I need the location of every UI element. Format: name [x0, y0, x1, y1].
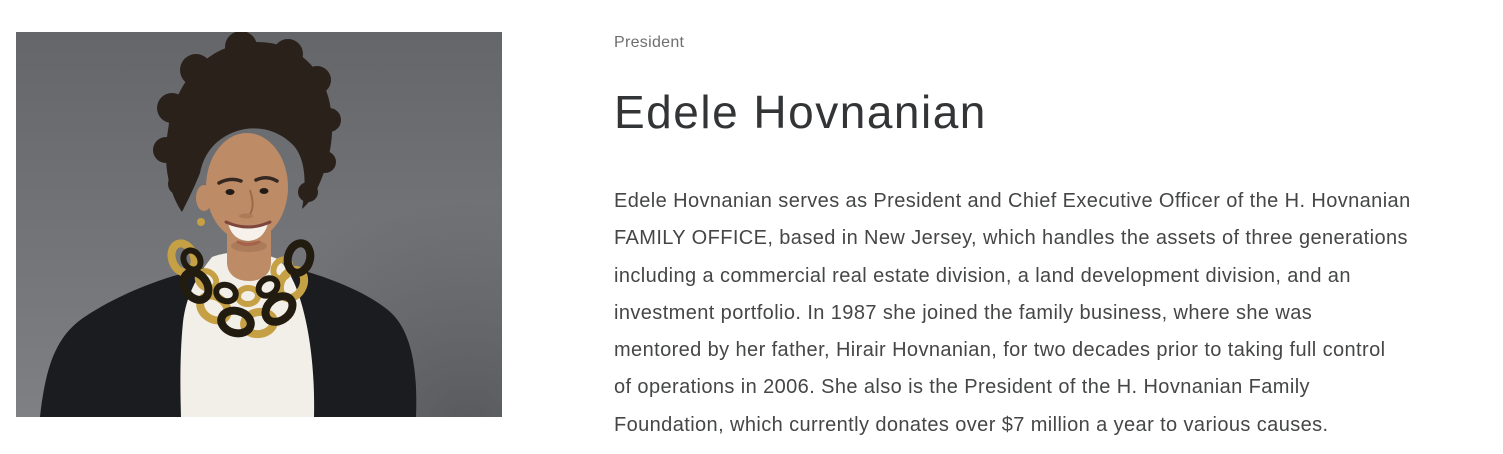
role-label: President: [614, 34, 685, 51]
profile-section: [614, 32, 1503, 444]
eye-left: [226, 189, 235, 195]
bio-line: FAMILY OFFICE, based in New Jersey, which handles the assets of three generations: [614, 227, 1408, 250]
bio-line: including a commercial real estate division, a land development division, and an: [614, 264, 1351, 287]
eye-right: [260, 188, 269, 194]
bio-paragraph: [614, 183, 1503, 444]
bio-line: of operations in 2006. She also is the President of the H. Hovnanian Family: [614, 376, 1310, 399]
bio-line: Foundation, which currently donates over $7 million a year to various causes.: [614, 413, 1329, 436]
nose-shadow: [239, 214, 253, 219]
portrait-photo: [16, 32, 502, 417]
portrait-photo-art: [16, 32, 502, 417]
chin-shadow: [231, 240, 267, 252]
earring: [197, 218, 205, 226]
bio-line: mentored by her father, Hirair Hovnanian, for two decades prior to taking full control: [614, 339, 1386, 362]
bio-line: Edele Hovnanian serves as President and Chief Executive Officer of the H. Hovnanian: [614, 190, 1411, 212]
face: [206, 133, 288, 241]
person-name: Edele Hovnanian: [614, 86, 987, 138]
bio-line: investment portfolio. In 1987 she joined the family business, where she was: [614, 301, 1313, 324]
